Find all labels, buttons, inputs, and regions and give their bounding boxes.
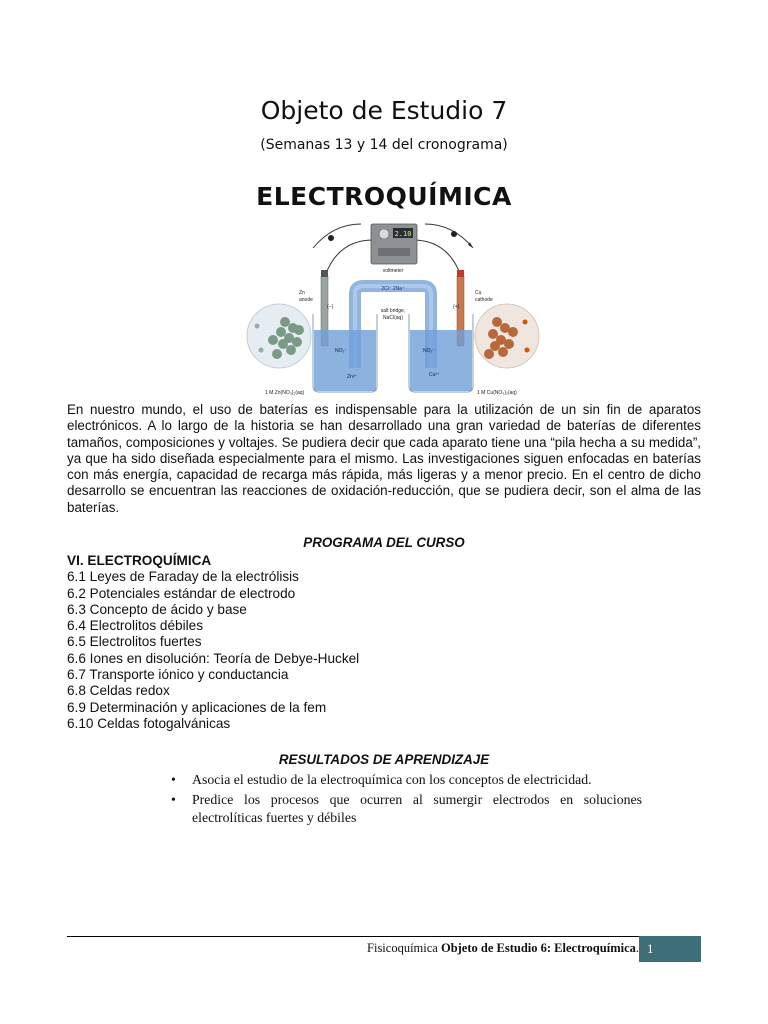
- course-program: [67, 553, 567, 732]
- program-item: 6.5 Electrolitos fuertes: [67, 634, 202, 650]
- result-text: Predice los procesos que ocurren al sumergir electrodos en soluciones electrolíticas fuertes y débiles: [192, 792, 642, 825]
- intro-paragraph: En nuestro mundo, el uso de baterías es indispensable para la utilización de un sin fin de aparatos electrónicos. A lo largo de la historia se han desarrollado una gran variedad de baterías de diferentes tamaños, composiciones y voltajes. Se pudiera decir que cada aparato tiene una “pila hecha a su medida”, ya que ha sido diseñada especialmente para el mismo. Las investigaciones siguen enfocadas en baterías con más energía, capacidad de recarga más rápida, más ligeras y a menor precio. En el centro de dicho desarrollo se encuentran las reacciones de oxidación-reducción, que se pudiera decir, son el alma de las baterías.: [67, 402, 701, 515]
- document-title: Objeto de Estudio 7: [260, 96, 508, 125]
- electron-left: [328, 235, 334, 241]
- zinc-lattice-magnified: [247, 304, 311, 368]
- salt-bridge-label: salt bridge,: [380, 308, 406, 314]
- right-solution-label: 1 M Cu(NO₃)₂(aq): [477, 390, 517, 396]
- bridge-ions: 2Cl⁻ 2Na⁺: [381, 286, 405, 292]
- anode-sign: (−): [327, 304, 334, 310]
- program-item: 6.1 Leyes de Faraday de la electrólisis: [67, 569, 299, 585]
- right-ion-no3: NO₃⁻: [423, 348, 436, 354]
- bullet-icon: •: [171, 772, 176, 787]
- program-list: [67, 569, 567, 732]
- right-ion-cu: Cu²⁺: [429, 372, 440, 378]
- section-heading: ELECTROQUÍMICA: [256, 182, 512, 211]
- document-subtitle: (Semanas 13 y 14 del cronograma): [260, 137, 508, 153]
- salt-bridge-formula: NaCl(aq): [382, 315, 404, 321]
- voltmeter: [371, 224, 417, 274]
- program-item: 6.7 Transporte iónico y conductancia: [67, 667, 289, 683]
- anode-label: anode: [299, 297, 313, 303]
- cathode-label: cathode: [475, 297, 493, 303]
- left-solution-label: 1 M Zn(NO₃)₂(aq): [265, 390, 305, 396]
- left-ion-zn: Zn²⁺: [347, 374, 358, 380]
- program-item: 6.2 Potenciales estándar de electrodo: [67, 585, 296, 601]
- footer-course: Fisicoquímica: [367, 941, 438, 955]
- cathode-sign: (+): [453, 304, 460, 310]
- program-item: 6.9 Determinación y aplicaciones de la fem: [67, 699, 327, 715]
- left-wire: [325, 240, 373, 276]
- left-ion-no3: NO₃⁻: [335, 348, 348, 354]
- result-text: Asocia el estudio de la electroquímica con los conceptos de electricidad.: [192, 772, 592, 787]
- galvanic-cell-illustration: [243, 218, 543, 398]
- footer-divider: [67, 936, 639, 937]
- program-item: 6.3 Concepto de ácido y base: [67, 601, 247, 617]
- footer-caption: [367, 941, 639, 956]
- program-item: 6.8 Celdas redox: [67, 683, 170, 699]
- page-number: 1: [639, 936, 701, 962]
- result-item: [168, 771, 642, 789]
- right-wire: [413, 240, 461, 276]
- footer-subject: Objeto de Estudio 6: Electroquímica: [440, 941, 636, 955]
- footer-period: .: [635, 941, 639, 955]
- program-item: 6.10 Celdas fotogalvánicas: [67, 715, 231, 731]
- electron-flow-arrow-right: [425, 224, 473, 248]
- copper-lattice-magnified: [475, 304, 539, 368]
- program-item: 6.6 Iones en disolución: Teoría de Debye-Huckel: [67, 650, 360, 666]
- voltmeter-reading: 2.10: [394, 230, 412, 238]
- cu-label: Cu: [475, 290, 482, 296]
- program-item: 6.4 Electrolitos débiles: [67, 618, 204, 634]
- bullet-icon: •: [171, 792, 176, 807]
- zn-label: Zn: [299, 290, 305, 296]
- voltmeter-label: voltmeter: [382, 268, 404, 274]
- result-item: [168, 791, 642, 827]
- electron-right: [451, 231, 457, 237]
- electron-flow-arrow-left: [313, 224, 361, 248]
- learning-results-list: [168, 771, 642, 829]
- program-unit: VI. ELECTROQUÍMICA: [67, 553, 212, 568]
- results-title: RESULTADOS DE APRENDIZAJE: [278, 752, 490, 767]
- program-title: PROGRAMA DEL CURSO: [303, 535, 465, 550]
